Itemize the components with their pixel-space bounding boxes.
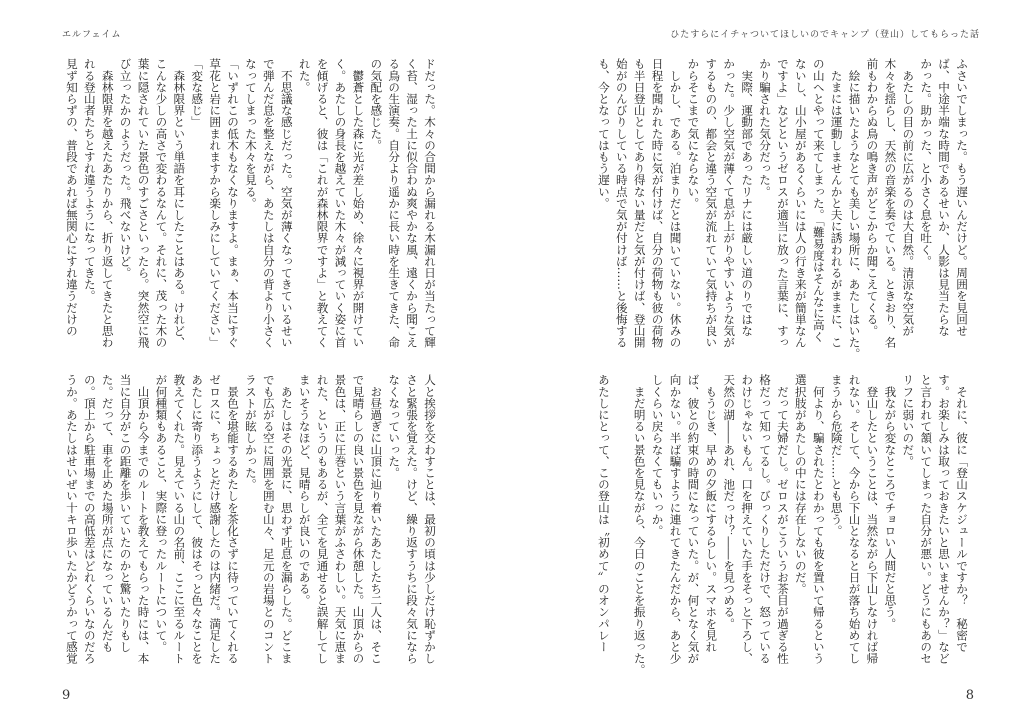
text-column: 当に自分がこの距離を歩いていたのかと驚いたりもし [118, 374, 133, 653]
text-column: 登山したということは、当然ながら下山しなければ帰 [865, 374, 880, 664]
text-column: 格だって知ってるし。びっくりしただけで、怒っている [758, 374, 773, 664]
text-column: ば、中途半端な時間であるせいか、人影は見当たらな [937, 58, 952, 337]
text-column: の気配を感じた。 [369, 58, 384, 151]
text-column: 前もわからぬ鳥の鳴き声がどこからか聞こえてくる。 [865, 58, 880, 337]
text-column: まうから危険だ……とも思う。 [829, 374, 844, 537]
text-column: す。お楽しみは取っておきたいと思いませんか？」など [937, 374, 952, 664]
text-column: た。だって、車を止めた場所が点になっているんだも [100, 374, 115, 653]
text-column: 「変な感じ」 [190, 58, 205, 128]
text-column: 日程を聞かれた時に気が付けば、自分の荷物も彼の荷物 [650, 58, 665, 348]
text-column: 我ながら変なところでチョロい人間だと思う。 [883, 374, 898, 630]
text-column: まいそうなほど、見晴らしが良いのである。 [297, 374, 312, 606]
text-column: かった。助かった、と小さく息を吐く。 [919, 58, 934, 267]
text-column: こんな少しの高さで変わるなんて。それに、茂った木の [154, 58, 169, 348]
text-column: れた。 [297, 58, 312, 93]
text-column: お昼過ぎに山頂に辿り着いたあたしたち二人は、そこ [369, 374, 384, 664]
text-column: ば、彼との約束の時間になっていた。が、何となく気が [686, 374, 701, 664]
text-column: しかし、である。泊まりだとは聞いていない。休みの [668, 58, 683, 348]
text-column: れない。そして、今から下山となると日が落ち始めてし [847, 374, 862, 664]
text-column: まだ明るい景色を見ながら、今日のことを振り返った。 [632, 374, 647, 676]
text-tier-lower [60, 374, 438, 674]
running-head-author: エルフェイム [62, 30, 122, 40]
text-column: かり騙された気分だった。 [758, 58, 773, 198]
text-column: く。あたしの身長を越えていた木々が減っていく姿に首 [333, 58, 348, 348]
text-column: だって夫婦だし。ゼロスがこういうお茶目が過ぎる性 [775, 374, 790, 664]
text-column: 教えてくれた。見えている山の名前、ここに至るルート [172, 374, 187, 664]
text-column: 人と挨拶を交わすことは、最初の頃は少しだけ恥ずかし [423, 374, 437, 664]
text-column: 天然の湖――あれ、池だっけ？――を見つめる。 [722, 374, 737, 630]
running-head-title: ひたすらにイチャついてほしいのでキャンプ（登山）してもらった話 [670, 30, 980, 40]
text-column: 葉に隠されていた景色のすごさといったら。突然空に飛 [136, 58, 151, 348]
text-tier-upper [592, 58, 970, 358]
text-column: なってしまった木々を見る。 [243, 58, 258, 209]
text-column: あたしにとって、この登山は〝初めて〟のオンパレー [596, 374, 611, 653]
text-column: ゼロスに、ちょっとだけ感謝したのは内緒だ。満足した [208, 374, 223, 664]
text-column: 森林限界を越えたあたりから、折り返してきたと思わ [100, 58, 115, 348]
text-column: 不思議な感じだった。空気が薄くなってきているせい [279, 58, 294, 348]
text-column: 景色は、正に圧巻という言葉がふさわしい。天気に恵ま [333, 374, 348, 664]
text-column: 始がのんびりしている時点で気が付けば……と後悔する [614, 58, 629, 348]
text-column: れた、というのもあるが、全てを見通せると誤解してし [315, 374, 330, 664]
text-column: が何種類もあること、実際に登ったルートについて。 [154, 374, 169, 653]
text-column: うか。あたしはせいぜい十キロ歩いたかどうかって感覚 [64, 374, 79, 664]
text-column: 景色を堪能するあたしを茶化さずに待っていてくれる [226, 374, 241, 664]
text-tier-upper [60, 58, 438, 358]
text-column: を傾げると、彼は「これが森林限界ですよ」と教えてく [315, 58, 330, 348]
text-column: と言われて頷いてしまった自分が悪い。どうにもあのセ [919, 374, 934, 664]
text-column: 山頂から今までのルートを教えてもらった時には、本 [136, 374, 151, 664]
text-column: 実際、運動部であったリナには厳しい道のりではな [740, 58, 755, 337]
text-column: 絵に描いたようなとても美しい場所に、あたしはいた。 [847, 58, 862, 360]
text-column: の山へとやって来てしまった。「難易度はそんなに高く [811, 58, 826, 343]
text-column: あたしに寄り添うようにして、彼はそっと色々なことを [190, 374, 205, 664]
text-column: でも広がる空に周囲を囲む山々、足元の岩場とのコント [261, 374, 276, 664]
text-column: するものの、都会と違う空気が流れていて気持ちが良い [704, 58, 719, 348]
text-column: れる登山者たちとすれ違うようになってきた。 [82, 58, 97, 302]
text-column: び立ったかのようだった。飛べないけど。 [118, 58, 133, 279]
text-column: それに、彼に「登山スケジュールですか？ 秘密で [955, 374, 969, 653]
text-column: で見晴らしの良い景色を見ながら休憩した。山頂からの [351, 374, 366, 664]
text-column: あたしはその光景に、思わず吐息を漏らした。どこま [279, 374, 294, 664]
text-column: ふさいでしまった。もう遅いんだけど。周囲を見回せ [955, 58, 969, 337]
text-column: ですよ」などというゼロスが適当に放った言葉に、すっ [775, 58, 790, 348]
text-column: リフに弱いのだ。 [901, 374, 916, 467]
text-column: 鬱蒼とした森に光が差し始め、徐々に視界が開けてい [351, 58, 366, 348]
text-column: 草花と岩に囲まれますから楽しみにしていてください」 [208, 58, 223, 348]
text-column: く苔、湿った土に似合わぬ爽やかな風、遠くから聞こえ [405, 58, 420, 348]
right-page [512, 0, 1024, 726]
text-column: も、今となってはもう遅い。 [596, 58, 611, 209]
text-column: ラストが眩しかった。 [243, 374, 258, 490]
text-column: あたしの目の前に広がるのは大自然。清涼な空気が [901, 58, 916, 337]
text-column: 「いずれこの低木もなくなりますよ。まぁ、本当にすぐ [226, 58, 241, 348]
page-number: 8 [965, 688, 974, 703]
text-tier-lower [592, 374, 970, 674]
text-column: かった。少し空気が薄くて息が上がりやすいような気が [722, 58, 737, 348]
text-column: わけじゃないもん。口を押えていた手をそっと下ろし、 [740, 374, 755, 664]
text-column: も半日登山としてあり得ない量だと気が付けば、登山開 [632, 58, 647, 348]
page-number: 9 [62, 688, 71, 703]
text-column: 森林限界という単語を耳にしたことはある。けれど、 [172, 58, 187, 348]
text-column: ドだった。木々の合間から漏れる木漏れ日が当たって輝 [423, 58, 437, 348]
text-column: さと緊張を覚えた。けど、繰り返すうちに段々気になら [405, 374, 420, 664]
text-column: しくらい戻らなくてもいっか。 [650, 374, 665, 537]
text-column: 見ず知らずの、普段であれば無関心にすれ違うだけの [64, 58, 79, 337]
text-column: の。頂上から駐車場までの高低差はどれくらいなのだろ [82, 374, 97, 664]
text-column: で弾んだ息を整えながら、あたしは自分の背より小さく [261, 58, 276, 348]
text-column: もうじき、早めの夕飯にするらしい。スマホを見れ [704, 374, 719, 653]
text-column: 向かない。半ば騙すように連れてきたんだから、あと少 [668, 374, 683, 664]
text-column: る鳥の生演奏。自分より遥かに長い時を生きてきた、命 [387, 58, 402, 348]
text-column: ないし、山小屋があるくらいには人の行き来が簡単なん [793, 58, 808, 348]
text-column: 選択肢があたしの中には存在しないのだ。 [793, 374, 808, 595]
text-column: からそこまで気にならない。 [686, 58, 701, 209]
text-column: なくなっていった。 [387, 374, 402, 479]
text-column [612, 374, 630, 674]
text-column: 何より、騙されたとわかっても彼を置いて帰るという [811, 374, 826, 664]
text-column: たまには運動しませんかと夫に誘われるがままに、こ [829, 58, 844, 348]
text-column: 木々を揺らし、天然の音楽を奏でている。ときおり、名 [883, 58, 898, 348]
